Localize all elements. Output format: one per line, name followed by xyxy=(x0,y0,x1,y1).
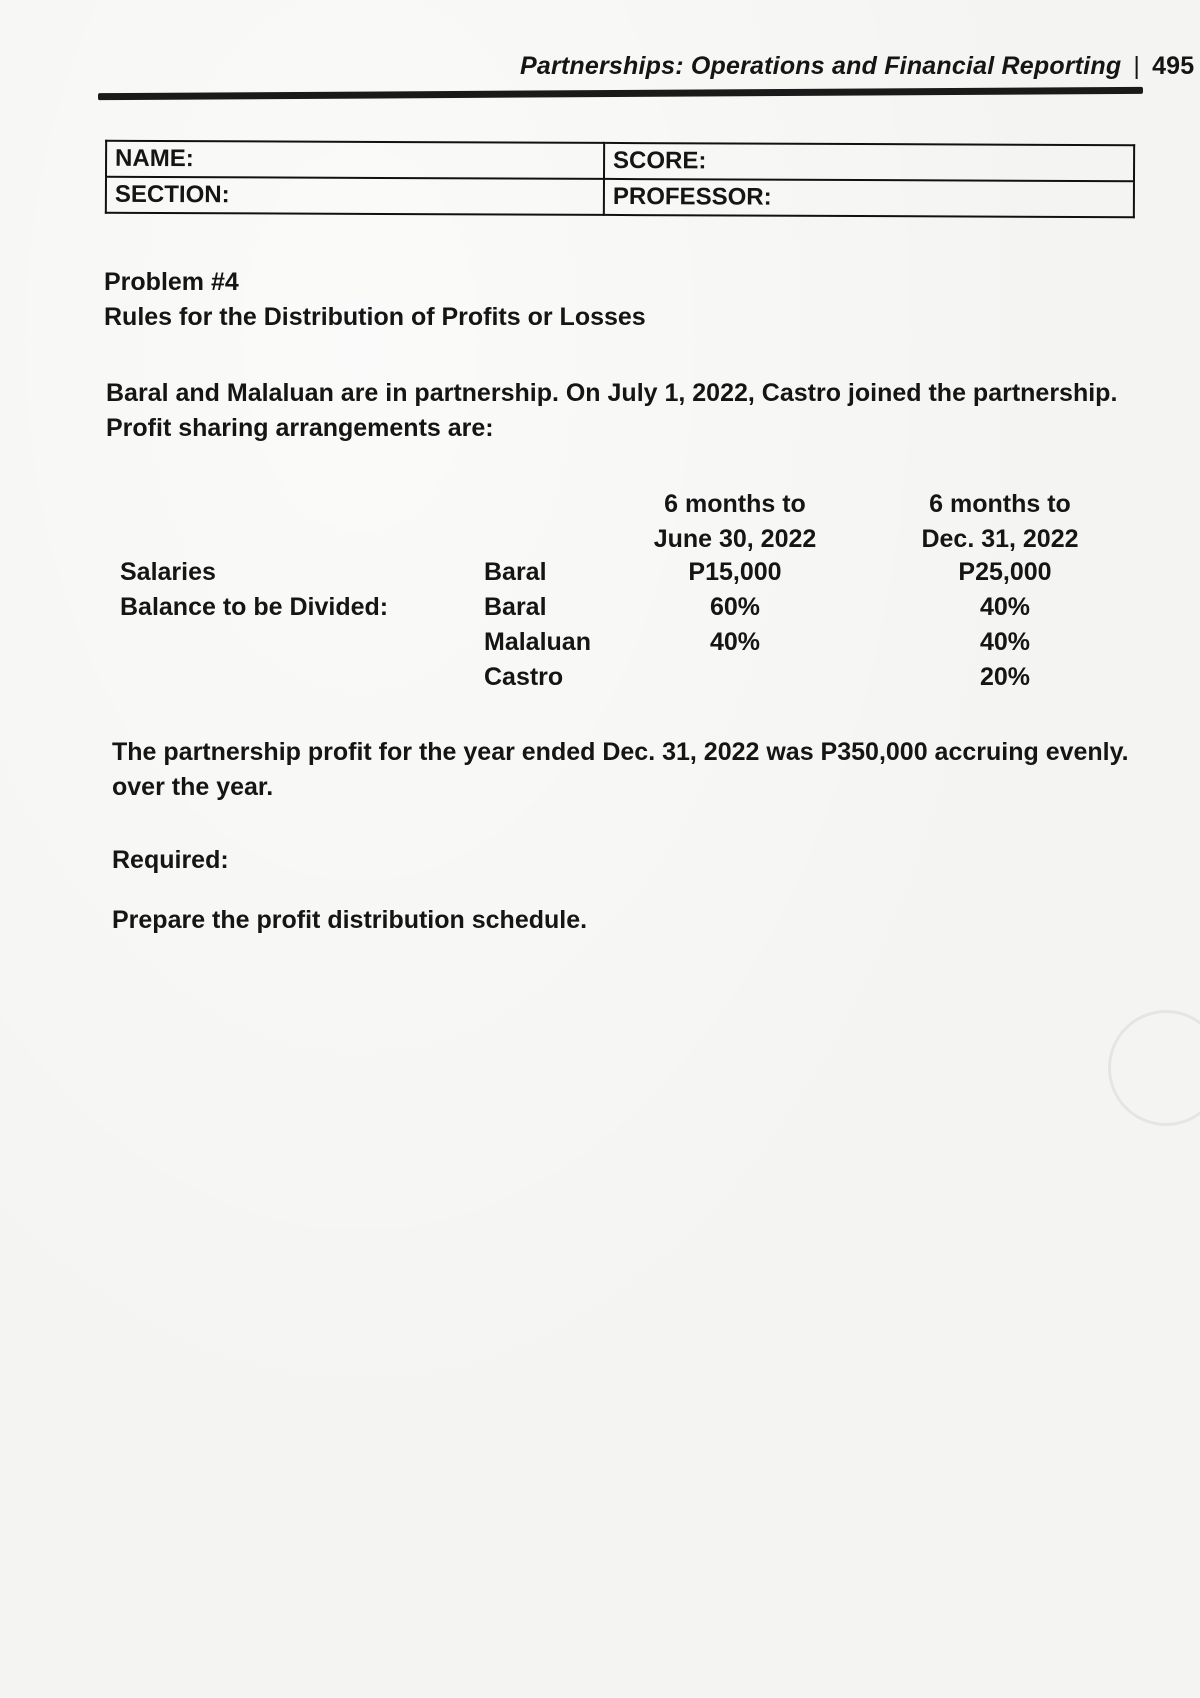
partner-name: Baral xyxy=(484,558,547,586)
required-label: Required: xyxy=(112,846,229,874)
running-header-separator: | xyxy=(1133,52,1141,80)
required-task: Prepare the profit distribution schedule. xyxy=(112,906,588,934)
problem-intro xyxy=(106,376,1117,446)
page-number: 495 xyxy=(1152,52,1195,80)
problem-heading xyxy=(104,265,646,335)
problem-number: Problem #4 xyxy=(104,268,239,296)
problem-title: Rules for the Distribution of Profits or Losses xyxy=(104,303,646,331)
partner-name: Castro xyxy=(484,663,564,691)
balance-label: Balance to be Divided: xyxy=(120,593,389,621)
first-half-value: 40% xyxy=(709,628,761,656)
partner-name: Baral xyxy=(484,593,547,621)
profit-line-2: over the year. xyxy=(112,773,274,801)
col1-header-line1: 6 months to xyxy=(664,490,806,518)
col2-header-line2: Dec. 31, 2022 xyxy=(921,525,1079,553)
name-field[interactable] xyxy=(106,141,604,179)
salaries-label: Salaries xyxy=(120,558,216,586)
name-label: NAME: xyxy=(115,144,194,173)
profit-paragraph xyxy=(112,735,1129,805)
partner-name: Malaluan xyxy=(484,628,591,656)
intro-line-2: Profit sharing arrangements are: xyxy=(106,414,494,442)
second-half-value: 20% xyxy=(979,663,1031,691)
second-half-value: 40% xyxy=(979,628,1031,656)
second-half-value: 40% xyxy=(979,593,1031,621)
first-half-value: P15,000 xyxy=(688,558,782,586)
professor-field[interactable] xyxy=(604,179,1134,217)
first-half-value: 60% xyxy=(709,593,761,621)
score-label: SCORE: xyxy=(613,146,707,175)
column-header-first-half xyxy=(640,487,830,557)
header-rule xyxy=(98,87,1143,100)
column-header-second-half xyxy=(910,487,1090,557)
running-header-title: Partnerships: Operations and Financial Reporting xyxy=(520,52,1122,80)
second-half-value: P25,000 xyxy=(958,558,1052,586)
col2-header-line1: 6 months to xyxy=(929,490,1071,518)
binding-hole-mark xyxy=(1108,1010,1200,1126)
col1-header-line2: June 30, 2022 xyxy=(653,525,817,553)
student-info-box xyxy=(105,140,1135,218)
profit-line-1: The partnership profit for the year ended Dec. 31, 2022 was P350,000 accruing evenly. xyxy=(112,738,1129,766)
score-field[interactable] xyxy=(604,143,1134,181)
running-header xyxy=(520,52,1195,81)
section-label: SECTION: xyxy=(114,180,230,209)
intro-line-1: Baral and Malaluan are in partnership. On July 1, 2022, Castro joined the partnership. xyxy=(106,379,1118,407)
section-field[interactable] xyxy=(106,177,604,215)
professor-label: PROFESSOR: xyxy=(612,182,772,211)
